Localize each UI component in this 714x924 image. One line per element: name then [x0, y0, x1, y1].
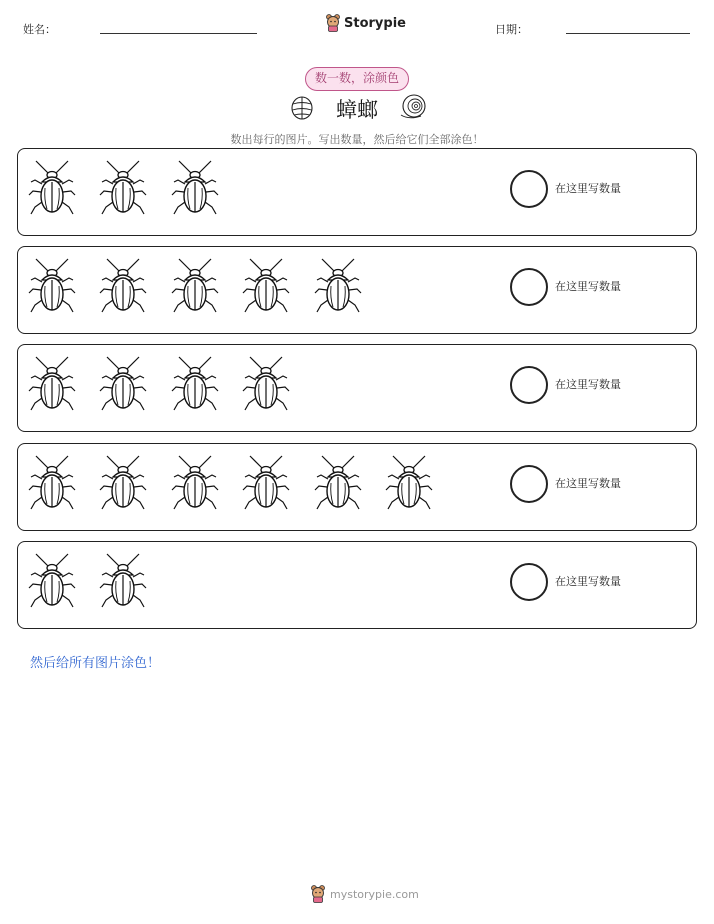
count-row-2 [17, 246, 697, 334]
name-line[interactable] [100, 33, 257, 34]
cockroach-icon [241, 258, 291, 316]
count-row-4 [17, 443, 697, 531]
cockroach-icon [313, 258, 363, 316]
cockroach-icon [170, 160, 220, 218]
cockroach-icon [27, 553, 77, 611]
cockroach-icon [313, 455, 363, 513]
name-label: 姓名： [23, 23, 56, 36]
cockroach-icon [241, 455, 291, 513]
cockroach-icon [170, 455, 220, 513]
snail-shell-icon [399, 93, 427, 121]
date-label: 日期： [495, 23, 528, 36]
answer-label: 在这里写数量 [555, 378, 621, 391]
answer-label: 在这里写数量 [555, 575, 621, 588]
cockroach-icon [98, 356, 148, 414]
color-all-note: 然后给所有图片涂色！ [30, 656, 161, 671]
cockroach-icon [98, 160, 148, 218]
cockroach-icon [241, 356, 291, 414]
cockroach-icon [27, 258, 77, 316]
answer-label: 在这里写数量 [555, 280, 621, 293]
logo-text: Storypie [344, 15, 406, 31]
storypie-logo [325, 12, 406, 34]
cockroach-icon [98, 455, 148, 513]
activity-badge: 数一数，涂颜色 [305, 67, 409, 91]
cockroach-icon [170, 258, 220, 316]
answer-circle[interactable] [510, 268, 548, 306]
answer-circle[interactable] [510, 366, 548, 404]
date-line[interactable] [566, 33, 690, 34]
site-url[interactable]: mystorypie.com [330, 887, 419, 901]
count-row-3 [17, 344, 697, 432]
cockroach-icon [98, 258, 148, 316]
cockroach-icon [27, 160, 77, 218]
instructions: 数出每行的图片。写出数量，然后给它们全部涂色！ [230, 133, 484, 146]
answer-label: 在这里写数量 [555, 182, 621, 195]
bear-mascot-icon [325, 14, 341, 32]
answer-circle[interactable] [510, 465, 548, 503]
cockroach-icon [27, 356, 77, 414]
site-footer [310, 885, 419, 903]
beetle-shell-icon [289, 93, 315, 121]
cockroach-icon [384, 455, 434, 513]
answer-circle[interactable] [510, 170, 548, 208]
answer-circle[interactable] [510, 563, 548, 601]
page-title: 蟑螂 [336, 98, 378, 122]
cockroach-icon [170, 356, 220, 414]
count-row-1 [17, 148, 697, 236]
cockroach-icon [27, 455, 77, 513]
bear-mascot-icon [310, 885, 326, 903]
cockroach-icon [98, 553, 148, 611]
answer-label: 在这里写数量 [555, 477, 621, 490]
count-row-5 [17, 541, 697, 629]
